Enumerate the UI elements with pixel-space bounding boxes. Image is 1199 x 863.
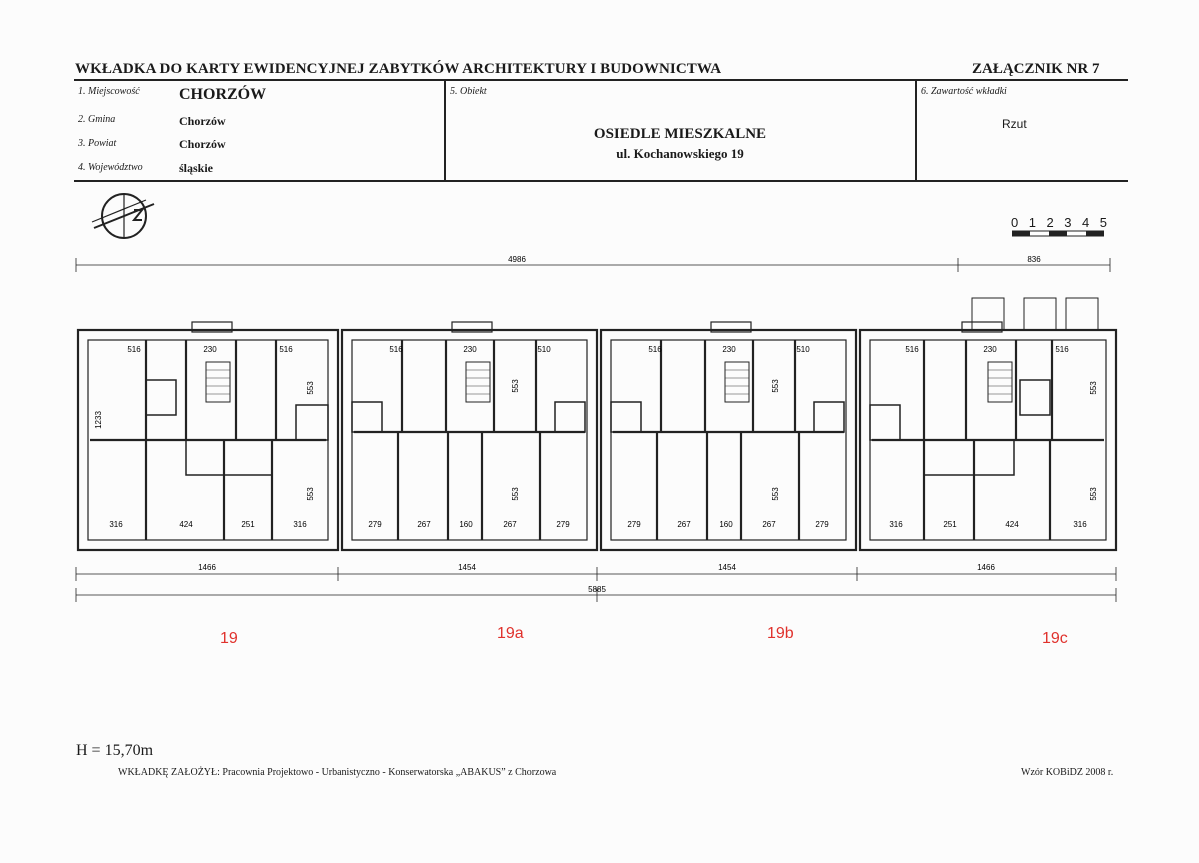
building-height: H = 15,70m [76,742,154,759]
sheet-title: WKŁADKA DO KARTY EWIDENCYJNEJ ZABYTKÓW ARCHITEKTURY I BUDOWNICTWA [75,61,722,77]
building-label-19c: 19c [1042,630,1068,647]
object-label: 5. Obiekt [450,86,487,97]
building-outlines [78,298,1116,550]
dim-top-main: 4986 [508,255,526,264]
b19b-bot-2: 267 [677,520,691,529]
scale-label-4: 4 [1082,215,1090,230]
annex-number: ZAŁĄCZNIK NR 7 [972,61,1100,77]
b19c-top-1: 516 [905,345,919,354]
b19b-bot-1: 279 [627,520,641,529]
b19b-top-2: 230 [722,345,736,354]
b19b-v-1: 553 [771,379,780,393]
b19-top-2: 230 [203,345,217,354]
b19-bot-1: 316 [109,520,123,529]
voivodeship-label: 4. Województwo [78,162,143,173]
dim-top-right: 836 [1027,255,1041,264]
template-version: Wzór KOBiDZ 2008 r. [1021,767,1114,778]
b19c-top-2: 230 [983,345,997,354]
b19c-bot-3: 424 [1005,520,1019,529]
scale-label-0: 0 [1011,215,1019,230]
b19c-bot-2: 251 [943,520,957,529]
scale-label-5: 5 [1099,215,1107,230]
b19c-v-1: 553 [1089,381,1098,395]
b19b-top-3: 510 [796,345,810,354]
dim-bottom-3: 1454 [718,563,736,572]
object-name: OSIEDLE MIESZKALNE [593,126,767,142]
b19b-bot-4: 267 [762,520,776,529]
b19-v-1: 553 [306,381,315,395]
scale-label-2: 2 [1046,215,1054,230]
dim-bottom-4: 1466 [977,563,995,572]
b19b-v-2: 553 [771,487,780,501]
contents-value: Rzut [1002,117,1027,131]
scale-label-3: 3 [1064,215,1072,230]
building-label-19: 19 [220,630,238,647]
b19a-v-1: 553 [511,379,520,393]
scale-label-1: 1 [1028,215,1036,230]
founded-by: WKŁADKĘ ZAŁOŻYŁ: Pracownia Projektowo - Urbanistyczno - Konserwatorska „ABAKUS” z Chorzowa [118,767,557,778]
b19a-bot-5: 279 [556,520,570,529]
locality-value: CHORZÓW [179,86,267,103]
dim-depth: 1233 [94,411,103,429]
object-address: ul. Kochanowskiego 19 [616,146,744,161]
b19c-bot-1: 316 [889,520,903,529]
b19a-top-1: 516 [389,345,403,354]
commune-value: Chorzów [179,114,226,128]
dim-bottom-2: 1454 [458,563,476,572]
b19-top-1: 516 [127,345,141,354]
b19b-top-1: 516 [648,345,662,354]
b19-top-3: 516 [279,345,293,354]
voivodeship-value: śląskie [179,161,214,175]
b19a-bot-1: 279 [368,520,382,529]
b19c-v-2: 553 [1089,487,1098,501]
b19-bot-3: 251 [241,520,255,529]
building-label-19b: 19b [767,625,794,642]
district-label: 3. Powiat [78,138,117,149]
b19c-top-3: 516 [1055,345,1069,354]
b19a-bot-4: 267 [503,520,517,529]
district-value: Chorzów [179,137,226,151]
b19c-bot-4: 316 [1073,520,1087,529]
b19b-bot-5: 279 [815,520,829,529]
b19b-bot-3: 160 [719,520,733,529]
dim-bottom-total: 5885 [588,585,606,594]
dim-bottom-1: 1466 [198,563,216,572]
b19-bot-2: 424 [179,520,193,529]
building-label-19a: 19a [497,625,524,642]
b19a-top-3: 510 [537,345,551,354]
contents-label: 6. Zawartość wkładki [921,86,1007,97]
b19a-bot-3: 160 [459,520,473,529]
locality-label: 1. Miejscowość [78,86,140,97]
commune-label: 2. Gmina [78,114,116,125]
b19a-top-2: 230 [463,345,477,354]
b19a-bot-2: 267 [417,520,431,529]
b19-v-2: 553 [306,487,315,501]
b19-bot-4: 316 [293,520,307,529]
b19a-v-2: 553 [511,487,520,501]
